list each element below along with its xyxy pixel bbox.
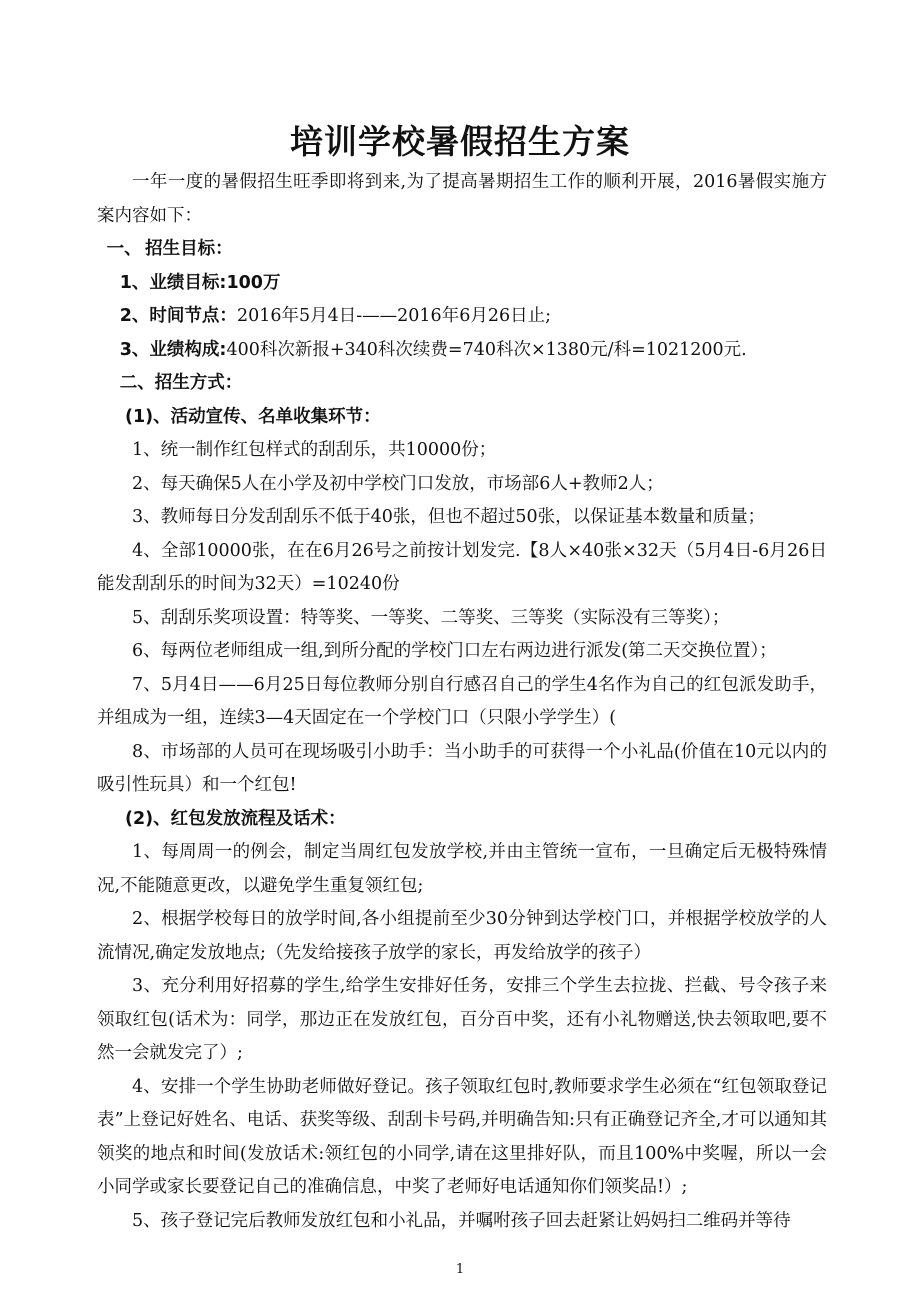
list-item: 2、根据学校每日的放学时间,各小组提前至少30分钟到达学校门口，并根据学校放学的人流情况,确定发放地点;（先发给接孩子放学的家长，再发给放学的孩子）	[97, 909, 827, 963]
goal-item-value: 100万	[226, 272, 281, 293]
goal-item-value: 2016年5月4日-——2016年6月26日止;	[236, 306, 551, 326]
section2-heading: 二、招生方式：	[119, 373, 243, 393]
goal-item-label: 3、业绩构成:	[119, 339, 227, 360]
document-title: 培训学校暑假招生方案	[290, 122, 630, 161]
list-item: 4、全部10000张，在在6月26号之前按计划发完.【8人×40张×32天（5月4日-6月26日能发刮刮乐的时间为32天）=10240份	[97, 540, 827, 594]
list-item: 7、5月4日——6月25日每位教师分别自行感召自己的学生4名作为自己的红包派发助手，并组成为一组，连续3—4天固定在一个学校门口（只限小学学生）(	[97, 674, 827, 728]
page-number: 1	[455, 1262, 465, 1277]
goal-item	[97, 300, 827, 334]
goal-item-label: 1、业绩目标:	[119, 272, 227, 293]
list-item: 8、市场部的人员可在现场吸引小助手：当小助手的可获得一个小礼品(价值在10元以内的吸引性玩具）和一个红包!	[97, 741, 827, 795]
section1-heading-text: 招生目标：	[145, 239, 233, 259]
list-item: 6、每两位老师组成一组,到所分配的学校门口左右两边进行派发(第二天交换位置）；	[132, 641, 777, 661]
list-item: 5、刮刮乐奖项设置：特等奖、一等奖、二等奖、三等奖（实际没有三等奖）；	[132, 607, 730, 628]
goal-item-value: 400科次新报+340科次续费=740科次×1380元/科=1021200元.	[226, 339, 747, 360]
section1-number: 一、	[106, 239, 142, 259]
list-item: 4、安排一个学生协助老师做好登记。孩子领取红包时,教师要求学生必须在“红包领取登记表”上登记好姓名、电话、获奖等级、刮刮卡号码,并明确告知:只有正确登记齐全,才可以通知其领奖的地点和时间(发放话术:领红包的小同学,请在这里排好队，而且100%中奖喔，所以一会小同学或家长要登记自己的准确信息，中奖了老师好电话通知你们领奖品!）;	[97, 1076, 827, 1197]
list-item: 3、教师每日分发刮刮乐不低于40张，但也不超过50张，以保证基本数量和质量；	[132, 507, 766, 527]
goal-item	[97, 267, 827, 301]
list-item: 5、孩子登记完后教师发放红包和小礼品，并嘱咐孩子回去赶紧让妈妈扫二维码并等待	[132, 1210, 791, 1231]
list-item: 2、每天确保5人在小学及初中学校门口发放，市场部6人+教师2人；	[132, 473, 664, 494]
subsection2-heading: (2)、红包发放流程及话术：	[125, 808, 346, 829]
goal-item-label: 2、时间节点：	[119, 306, 237, 326]
subsection1-heading: (1)、活动宣传、名单收集环节：	[125, 406, 381, 427]
intro-paragraph: 一年一度的暑假招生旺季即将到来,为了提高暑期招生工作的顺利开展，2016暑假实施方案内容如下：	[97, 172, 827, 226]
document-body	[97, 166, 827, 1238]
goal-item	[97, 334, 827, 368]
list-item: 3、充分利用好招募的学生,给学生安排好任务，安排三个学生去拉拢、拦截、号令孩子来领取红包(话术为：同学，那边正在发放红包，百分百中奖，还有小礼物赠送,快去领取吧,要不然一会就发完了）;	[97, 976, 827, 1063]
section1-heading	[97, 233, 827, 267]
list-item: 1、每周周一的例会，制定当周红包发放学校,并由主管统一宣布，一旦确定后无极特殊情况,不能随意更改，以避免学生重复领红包;	[97, 842, 827, 896]
list-item: 1、统一制作红包样式的刮刮乐，共10000份；	[132, 440, 497, 460]
